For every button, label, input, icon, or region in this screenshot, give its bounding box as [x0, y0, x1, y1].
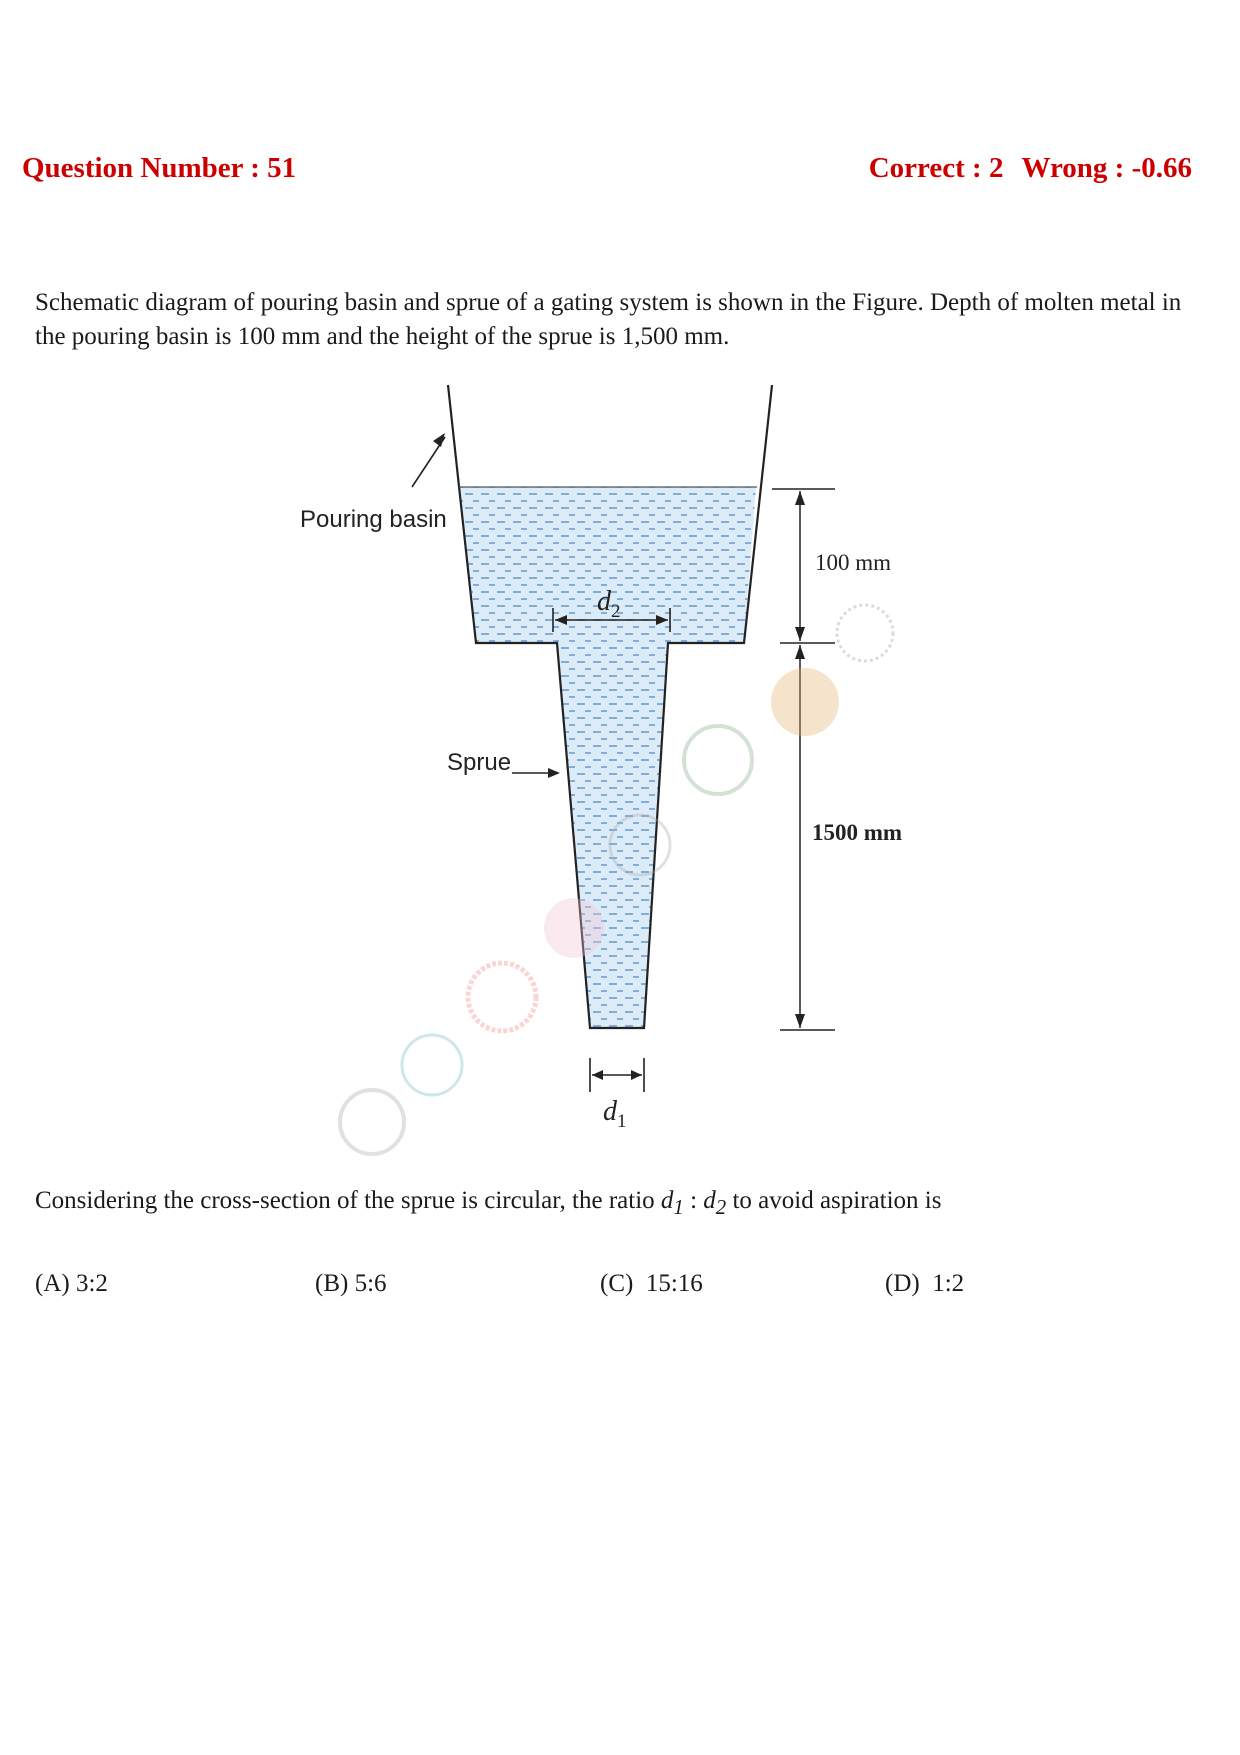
option-a[interactable]: (A) 3:2 — [35, 1270, 108, 1297]
height-arrowhead-bottom — [795, 1014, 805, 1028]
watermark-seal-1 — [837, 605, 893, 661]
sprue-label: Sprue — [447, 749, 512, 776]
watermark-seal-7 — [402, 1035, 462, 1095]
d1-arrowhead-right — [631, 1070, 642, 1080]
sprue-arrowhead — [548, 768, 560, 778]
wrong-marks: Wrong : -0.66 — [1021, 152, 1192, 184]
basin-depth-label: 100 mm — [815, 550, 892, 575]
question-number: Question Number : 51 — [22, 152, 297, 184]
pouring-basin-label: Pouring basin — [300, 506, 447, 533]
correct-marks: Correct : 2 — [868, 152, 1004, 184]
watermark-seal-5 — [544, 898, 604, 958]
sprue-height-label: 1500 mm — [812, 820, 903, 845]
watermark-seal-6 — [468, 963, 536, 1031]
d1-symbol: $d_1$ — [660, 1187, 684, 1219]
d2-label: $d_2$ — [597, 586, 621, 622]
depth-arrowhead-bottom — [795, 627, 805, 641]
option-b[interactable]: (B) 5:6 — [315, 1270, 387, 1297]
watermark-seal-8 — [340, 1090, 404, 1154]
height-arrowhead-top — [795, 645, 805, 659]
question-stem: Schematic diagram of pouring basin and sprue of a gating system is shown in the Figure. Depth of molten metal in the pouring basin is 100 mm and the height of the sprue is 1,500 mm. — [35, 289, 1182, 350]
question-prompt: Considering the cross-section of the sprue is circular, the ratio $d_1$ : $d_2$ to avoid aspiration is — [35, 1187, 942, 1219]
d1-label: $d_1$ — [603, 1096, 627, 1132]
d2-symbol: $d_2$ — [703, 1187, 727, 1219]
option-c[interactable]: (C) 15:16 — [600, 1270, 703, 1297]
watermark-seal-3 — [684, 726, 752, 794]
d1-arrowhead-left — [592, 1070, 603, 1080]
depth-arrowhead-top — [795, 491, 805, 505]
option-d[interactable]: (D) 1:2 — [885, 1270, 965, 1297]
watermark-seal-2 — [771, 668, 839, 736]
